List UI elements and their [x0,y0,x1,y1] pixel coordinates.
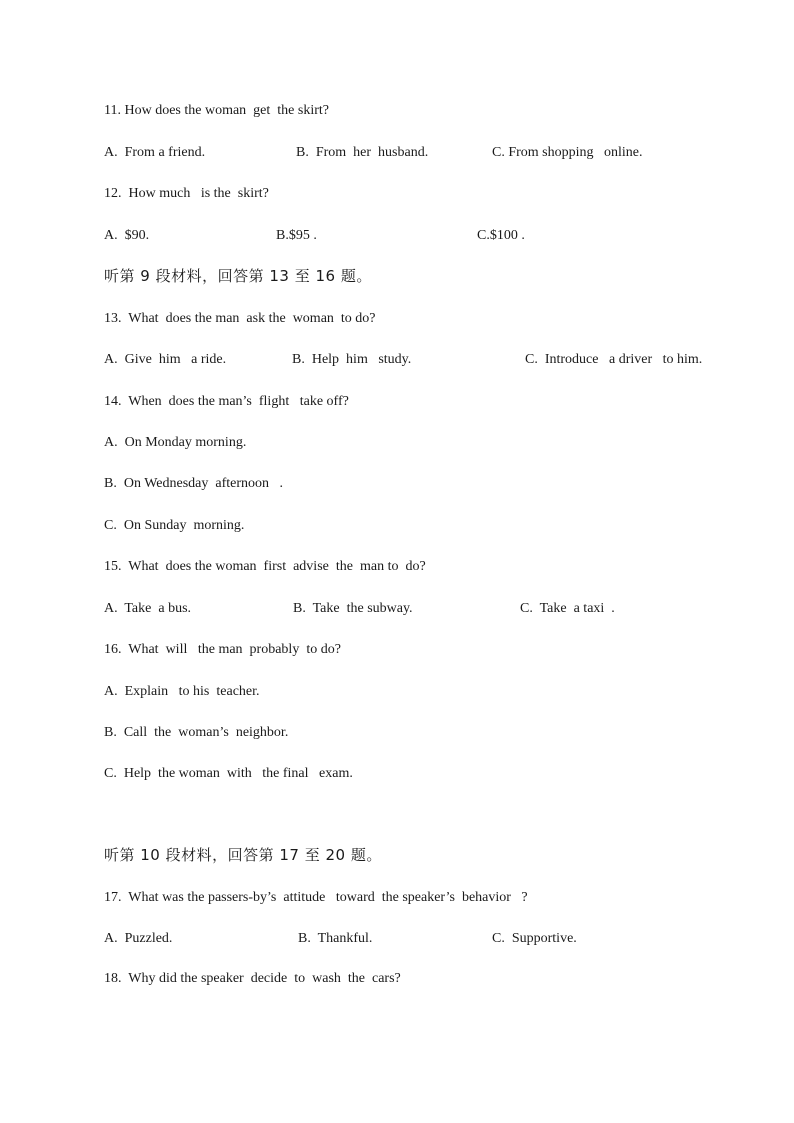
question-14-option-b: B. On Wednesday afternoon . [104,476,284,491]
question-12-option-b: B.$95 . [276,228,317,243]
question-13: 13. What does the man ask the woman to do? [104,311,376,326]
question-15-option-c: C. Take a taxi . [520,601,615,616]
question-13-option-c: C. Introduce a driver to him. [525,352,703,367]
question-13-option-b: B. Help him study. [292,352,412,367]
question-13-option-a: A. Give him a ride. [104,352,227,367]
section-9-heading: 听第 9 段材料，回答第 13 至 16 题。 [104,267,372,285]
question-11-option-a: A. From a friend. [104,145,206,160]
question-12: 12. How much is the skirt? [104,186,269,201]
question-12-option-c: C.$100 . [477,228,525,243]
question-17-option-c: C. Supportive. [492,931,577,946]
question-17-option-a: A. Puzzled. [104,931,173,946]
question-17: 17. What was the passers-by’s attitude toward the speaker’s behavior ? [104,890,528,905]
question-11-option-c: C. From shopping online. [492,145,643,160]
question-16-option-c: C. Help the woman with the final exam. [104,766,353,781]
question-17-option-b: B. Thankful. [298,931,373,946]
question-11-option-b: B. From her husband. [296,145,429,160]
question-11: 11. How does the woman get the skirt? [104,103,329,118]
question-15: 15. What does the woman first advise the man to do? [104,559,426,574]
question-14-option-a: A. On Monday morning. [104,435,247,450]
question-14-option-c: C. On Sunday morning. [104,518,245,533]
question-16-option-a: A. Explain to his teacher. [104,684,260,699]
section-10-heading: 听第 10 段材料，回答第 17 至 20 题。 [104,846,382,864]
question-16: 16. What will the man probably to do? [104,642,341,657]
question-16-option-b: B. Call the woman’s neighbor. [104,725,289,740]
question-12-option-a: A. $90. [104,228,150,243]
question-15-option-a: A. Take a bus. [104,601,192,616]
question-14: 14. When does the man’s flight take off? [104,394,349,409]
question-15-option-b: B. Take the subway. [293,601,413,616]
question-18: 18. Why did the speaker decide to wash the cars? [104,971,401,986]
